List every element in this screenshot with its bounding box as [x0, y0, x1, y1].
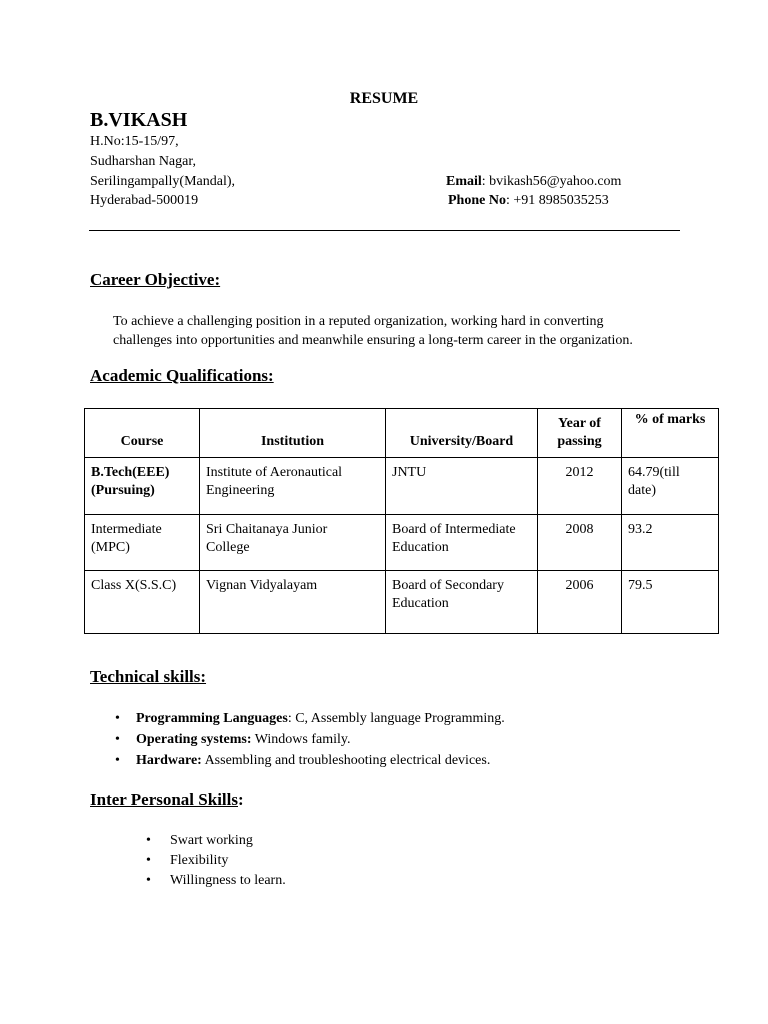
address-line-1: H.No:15-15/97, — [90, 134, 179, 149]
objective-line-1: To achieve a challenging position in a reputed organization, working hard in converting — [113, 314, 604, 329]
phone-line — [448, 191, 609, 210]
interpersonal-skills-heading: Inter Personal Skills: — [90, 790, 244, 809]
bullet-icon: • — [115, 753, 120, 768]
header-year-of-passing: Year of passing — [538, 409, 622, 458]
bullet-icon: • — [115, 732, 120, 747]
bullet-icon: • — [146, 833, 151, 848]
cell-year: 2008 — [538, 515, 622, 571]
email-label: Email — [446, 174, 482, 189]
list-item: • Hardware: Assembling and troubleshooting electrical devices. — [136, 750, 505, 771]
academic-qualifications-table — [84, 408, 719, 634]
table-row — [85, 571, 719, 634]
address-line-2: Sudharshan Nagar, — [90, 154, 196, 169]
cell-marks: 64.79(till date) — [622, 458, 719, 515]
table-row — [85, 458, 719, 515]
academic-qualifications-heading: Academic Qualifications: — [90, 366, 274, 385]
technical-skills-heading: Technical skills: — [90, 667, 207, 686]
cell-course: Intermediate (MPC) — [85, 515, 200, 571]
list-item: • Programming Languages: C, Assembly language Programming. — [136, 708, 505, 729]
table-header-row — [85, 409, 719, 458]
candidate-name: B.VIKASH — [90, 109, 188, 131]
cell-institution: Sri Chaitanaya Junior College — [200, 515, 386, 571]
cell-year: 2012 — [538, 458, 622, 515]
career-objective-heading: Career Objective: — [90, 270, 221, 289]
technical-skills-list — [115, 708, 505, 771]
list-item: • Flexibility — [170, 851, 286, 871]
list-item: • Willingness to learn. — [170, 871, 286, 891]
header-percent-marks: % of marks — [622, 409, 719, 458]
cell-institution: Institute of Aeronautical Engineering — [200, 458, 386, 515]
address-line-3: Serilingampally(Mandal), — [90, 174, 236, 189]
career-objective-text — [113, 312, 683, 350]
document-title: RESUME — [349, 90, 419, 107]
cell-course: B.Tech(EEE) (Pursuing) — [85, 458, 200, 515]
header-university-board: University/Board — [386, 409, 538, 458]
bullet-icon: • — [115, 711, 120, 726]
bullet-icon: • — [146, 873, 151, 888]
header-institution: Institution — [200, 409, 386, 458]
address-line-4: Hyderabad-500019 — [90, 193, 199, 208]
list-item: • Operating systems: Windows family. — [136, 729, 505, 750]
interpersonal-skills-list — [146, 831, 286, 891]
list-item: • Swart working — [170, 831, 286, 851]
table-row — [85, 515, 719, 571]
phone-label: Phone No — [448, 193, 506, 208]
cell-board: Board of Secondary Education — [386, 571, 538, 634]
cell-board: Board of Intermediate Education — [386, 515, 538, 571]
cell-marks: 79.5 — [622, 571, 719, 634]
cell-institution: Vignan Vidyalayam — [200, 571, 386, 634]
email-line — [446, 172, 621, 191]
objective-line-2: challenges into opportunities and meanwhile ensuring a long-term career in the organization. — [113, 333, 633, 348]
cell-course: Class X(S.S.C) — [85, 571, 200, 634]
phone-value: : +91 8985035253 — [505, 193, 609, 208]
cell-board: JNTU — [386, 458, 538, 515]
bullet-icon: • — [146, 853, 151, 868]
cell-year: 2006 — [538, 571, 622, 634]
email-value: : bvikash56@yahoo.com — [481, 174, 622, 189]
cell-marks: 93.2 — [622, 515, 719, 571]
header-divider — [89, 230, 680, 231]
header-course: Course — [85, 409, 200, 458]
